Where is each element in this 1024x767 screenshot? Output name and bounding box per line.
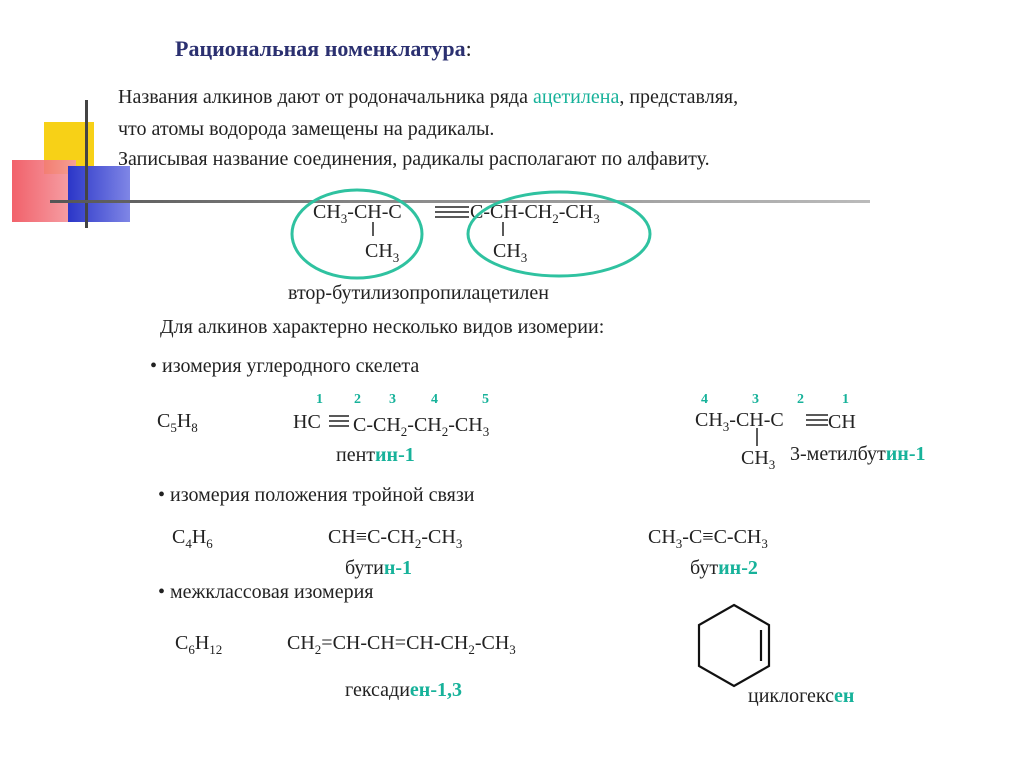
butyne-2-formula: $CH_3-C\equiv C-CH_3$ bbox=[648, 526, 768, 551]
example-name: втор-бутилизопропилацетилен bbox=[288, 282, 549, 304]
mb-number-3: 3 bbox=[752, 392, 759, 407]
intro-line-3: Записывая название соединения, радикалы располагают по алфавиту. bbox=[118, 148, 710, 170]
bullet-interclass: • межклассовая изомерия bbox=[158, 581, 374, 603]
formula-c4h6: $C_4H_6$ bbox=[172, 526, 213, 551]
hexadiene-name: гексадиен-1,3 bbox=[345, 679, 462, 701]
mb-name: 3-метилбутин-1 bbox=[790, 443, 926, 465]
bullet-skeleton: • изомерия углеродного скелета bbox=[150, 355, 420, 377]
radical-highlight-ellipses bbox=[288, 186, 658, 286]
mb-branch: $CH_3$ bbox=[741, 447, 776, 472]
example-branch-left: $CH_3$ bbox=[365, 240, 400, 265]
formula-c6h12: $C_6H_{12}$ bbox=[175, 632, 223, 657]
mb-branch-bond bbox=[754, 428, 760, 448]
hexadiene-formula: $CH_2=CH-CH=CH-CH_2-CH_3$ bbox=[287, 632, 516, 657]
mb-chain: $CH_3-CH-C$ bbox=[695, 409, 784, 434]
cyclohexene-structure-icon bbox=[690, 600, 780, 695]
example-main-chain-right: $C-CH-CH_2-CH_3$ bbox=[470, 201, 600, 226]
acetylene-word: ацетилена bbox=[532, 86, 620, 108]
example-main-chain: $CH_3-CH-C$ bbox=[313, 201, 402, 226]
butyne-2-name: бутин-2 bbox=[690, 557, 758, 579]
isomerism-intro: Для алкинов характерно несколько видов изомерии: bbox=[160, 316, 605, 338]
cyclohexene-name: циклогексен bbox=[748, 685, 855, 707]
pentyne-number-3: 3 bbox=[389, 392, 396, 407]
pentyne-hc: HC bbox=[293, 411, 321, 433]
intro-line-2: что атомы водорода замещены на радикалы. bbox=[118, 118, 495, 140]
mb-number-4: 4 bbox=[701, 392, 708, 407]
pentyne-number-4: 4 bbox=[431, 392, 438, 407]
pentyne-chain: $C-CH_2-CH_2-CH_3$ bbox=[353, 414, 490, 439]
pentyne-number-5: 5 bbox=[482, 392, 489, 407]
butyne-1-formula: $CH\equiv C-CH_2-CH_3$ bbox=[328, 526, 463, 551]
formula-c5h8: $C_5H_8$ bbox=[157, 410, 198, 435]
triple-bond-icon bbox=[328, 414, 350, 428]
pentyne-name: пентин-1 bbox=[336, 444, 415, 466]
intro-line-1: Названия алкинов дают от родоначальника ряда ацетилена, представляя, bbox=[118, 86, 739, 108]
pentyne-number-1: 1 bbox=[316, 392, 323, 407]
decor-blue-square bbox=[68, 166, 130, 222]
mb-number-1: 1 bbox=[842, 392, 849, 407]
decor-vertical-line bbox=[85, 100, 88, 228]
pentyne-number-2: 2 bbox=[354, 392, 361, 407]
bullet-position: • изомерия положения тройной связи bbox=[158, 484, 475, 506]
example-branch-right: $CH_3$ bbox=[493, 240, 528, 265]
mb-number-2: 2 bbox=[797, 392, 804, 407]
page-title: Рациональная номенклатура: bbox=[175, 36, 472, 61]
title-colon: : bbox=[465, 36, 472, 61]
mb-end: CH bbox=[828, 411, 856, 433]
butyne-1-name: бутин-1 bbox=[345, 557, 413, 579]
decor-red-square bbox=[12, 160, 76, 222]
triple-bond-icon bbox=[805, 413, 829, 427]
